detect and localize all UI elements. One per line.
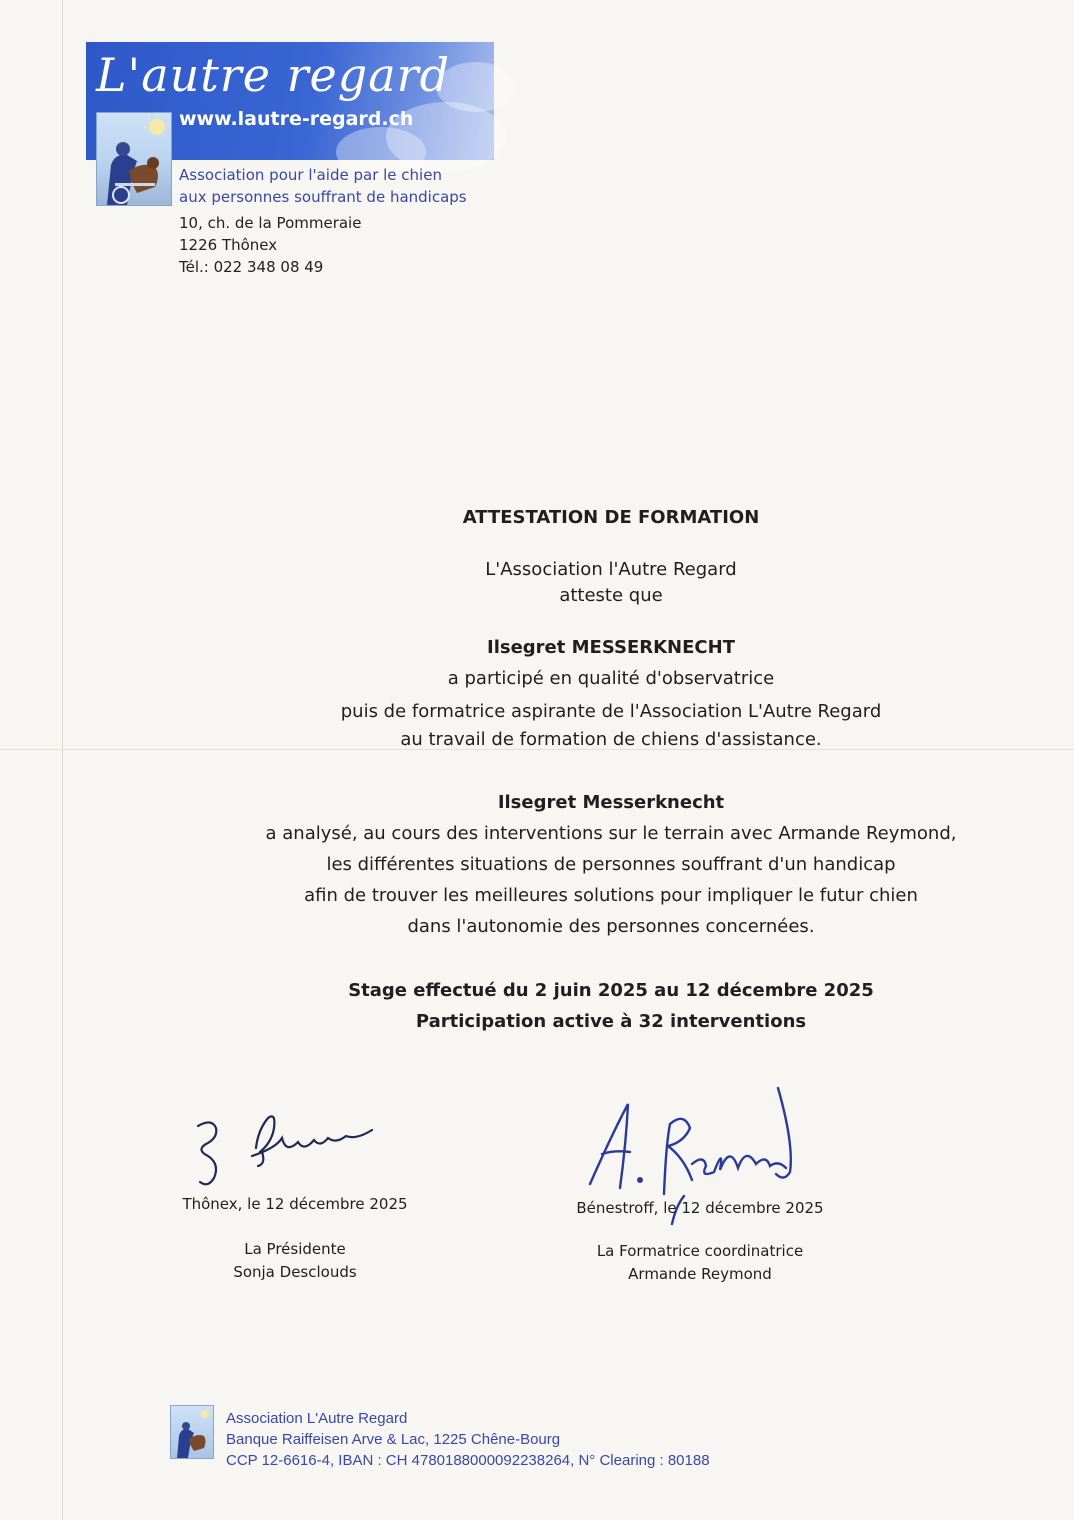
stage-dates: Stage effectué du 2 juin 2025 au 12 décembre 2025 xyxy=(348,980,874,1001)
footer-logo xyxy=(170,1405,214,1459)
intro xyxy=(0,554,1074,611)
participation-text xyxy=(0,663,1074,755)
tagline-line: aux personnes souffrant de handicaps xyxy=(179,188,467,206)
participation-line: a participé en qualité d'observatrice xyxy=(447,668,775,689)
signature-left-block xyxy=(150,1193,440,1284)
address-street: 10, ch. de la Pommeraie xyxy=(179,214,362,232)
intro-line: L'Association l'Autre Regard xyxy=(485,559,737,580)
page-edge xyxy=(62,0,63,1520)
analysis-line: afin de trouver les meilleures solutions pour impliquer le futur chien xyxy=(304,885,918,906)
address-phone: Tél.: 022 348 08 49 xyxy=(179,258,324,276)
signature-right-name: Armande Reymond xyxy=(628,1265,772,1283)
tagline-line: Association pour l'aide par le chien xyxy=(179,166,442,184)
intro-line: atteste que xyxy=(559,585,663,606)
footer-bank: Banque Raiffeisen Arve & Lac, 1225 Chêne-Bourg xyxy=(226,1431,561,1448)
participation-line: puis de formatrice aspirante de l'Association L'Autre Regard xyxy=(340,701,882,722)
analysis-line: a analysé, au cours des interventions sur le terrain avec Armande Reymond, xyxy=(265,823,957,844)
logo-photo xyxy=(96,112,172,206)
signature-left-role: La Présidente xyxy=(244,1240,346,1258)
signature-left xyxy=(186,1108,386,1188)
address-city: 1226 Thônex xyxy=(179,236,278,254)
participation-line: au travail de formation de chiens d'assistance. xyxy=(400,729,822,750)
signature-left-name: Sonja Desclouds xyxy=(233,1263,357,1281)
recipient-name-upper: Ilsegret MESSERKNECHT xyxy=(487,637,735,658)
signature-right-role: La Formatrice coordinatrice xyxy=(596,1242,804,1260)
footer-info xyxy=(226,1408,710,1471)
analysis-line: les différentes situations de personnes souffrant d'un handicap xyxy=(326,854,896,875)
analysis-text xyxy=(0,818,1074,942)
brand-title: L'autre regard xyxy=(96,48,451,102)
association-address xyxy=(179,212,361,278)
association-tagline xyxy=(179,164,467,208)
signature-right-place-date: Bénestroff, le 12 décembre 2025 xyxy=(576,1199,824,1217)
document-title: ATTESTATION DE FORMATION xyxy=(462,507,760,528)
website-link[interactable]: www.lautre-regard.ch xyxy=(179,108,414,130)
analysis-line: dans l'autonomie des personnes concernées. xyxy=(407,916,815,937)
signature-left-place-date: Thônex, le 12 décembre 2025 xyxy=(182,1195,408,1213)
signature-right-block xyxy=(550,1197,850,1286)
footer-account: CCP 12-6616-4, IBAN : CH 4780188000092238264, N° Clearing : 80188 xyxy=(226,1452,710,1469)
recipient-name: Ilsegret Messerknecht xyxy=(497,792,725,813)
footer-association: Association L'Autre Regard xyxy=(226,1410,408,1427)
participation-count: Participation active à 32 interventions xyxy=(415,1011,807,1032)
